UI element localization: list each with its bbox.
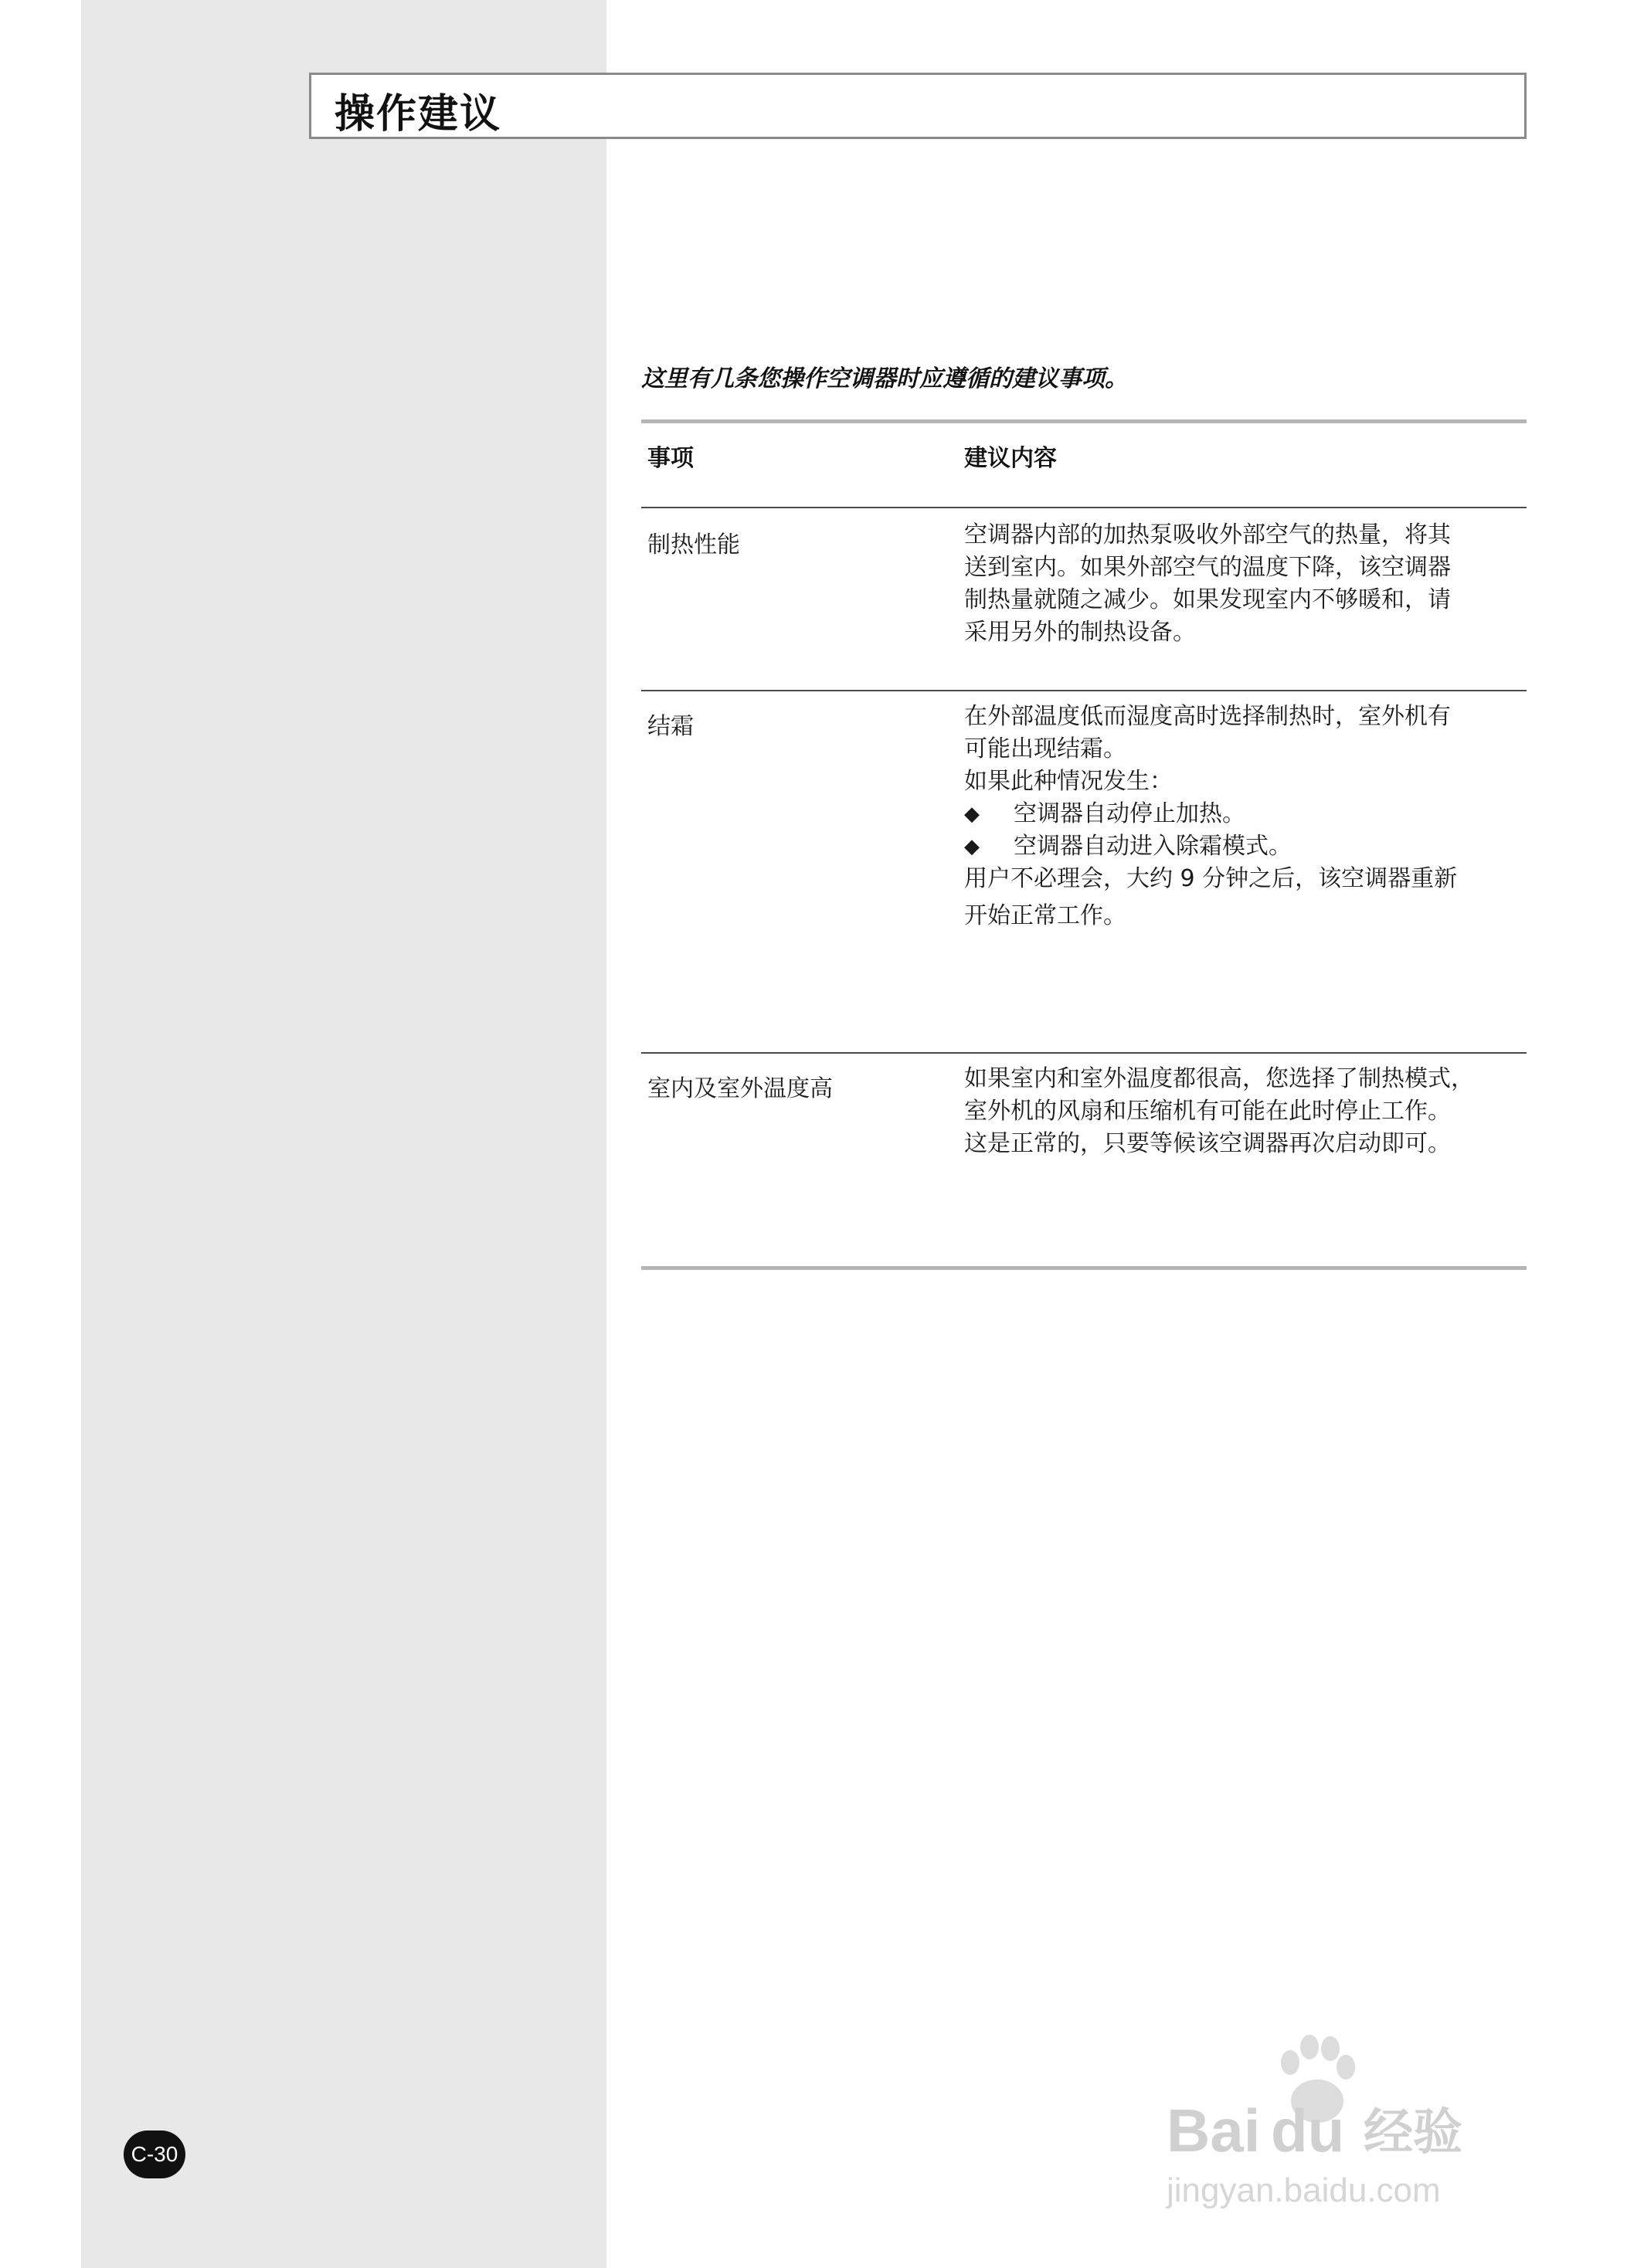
row-advice-heating [964, 519, 1528, 649]
advice-line: 室外机的风扇和压缩机有可能在此时停止工作。 [964, 1098, 1451, 1125]
table-bottom-rule [641, 1266, 1527, 1270]
svg-text:Bai: Bai [1167, 2097, 1261, 2164]
column-header-item: 事项 [647, 445, 694, 472]
column-header-advice: 建议内容 [964, 445, 1057, 472]
svg-text:经验: 经验 [1364, 2104, 1462, 2161]
svg-text:du: du [1271, 2097, 1345, 2164]
advice-line: 空调器内部的加热泵吸收外部空气的热量，将其 [964, 521, 1451, 548]
header-rule [641, 507, 1527, 508]
row-item-high-temp: 室内及室外温度高 [647, 1075, 833, 1102]
row-item-heating: 制热性能 [647, 531, 740, 559]
bullet-item [964, 798, 1528, 830]
advice-line: 制热量就随之减少。如果发现室内不够暖和，请 [964, 586, 1451, 613]
left-gray-margin [81, 0, 606, 2268]
bullet-item [964, 830, 1528, 863]
advice-line: 开始正常工作。 [964, 902, 1126, 929]
section-title-box [309, 73, 1527, 139]
row-advice-frost [964, 701, 1528, 932]
svg-text:jingyan.baidu.com: jingyan.baidu.com [1167, 2171, 1441, 2209]
advice-line: 采用另外的制热设备。 [964, 619, 1196, 646]
diamond-bullet-icon: ◆ [964, 835, 980, 858]
advice-line: 用户不必理会，大约 9 分钟之后，该空调器重新 [964, 865, 1458, 892]
diamond-bullet-icon: ◆ [964, 803, 980, 826]
table-top-rule [641, 419, 1527, 423]
advice-line: 如果室内和室外温度都很高，您选择了制热模式， [964, 1065, 1474, 1092]
bullet-text: 空调器自动进入除霜模式。 [1014, 833, 1292, 860]
page-title: 操作建议 [335, 91, 502, 138]
advice-line: 这是正常的，只要等候该空调器再次启动即可。 [964, 1130, 1451, 1157]
advice-line: 在外部温度低而湿度高时选择制热时，室外机有 [964, 703, 1451, 730]
row-divider [641, 690, 1527, 691]
row-divider [641, 1052, 1527, 1054]
row-item-frost: 结霜 [647, 713, 694, 740]
intro-text: 这里有几条您操作空调器时应遵循的建议事项。 [641, 365, 1128, 392]
row-advice-high-temp [964, 1063, 1528, 1160]
advice-line: 可能出现结霜。 [964, 735, 1126, 762]
baidu-watermark-logo [1151, 2016, 1537, 2217]
bullet-text: 空调器自动停止加热。 [1014, 800, 1245, 827]
advice-line: 送到室内。如果外部空气的温度下降，该空调器 [964, 554, 1451, 581]
advice-line: 如果此种情况发生： [964, 768, 1173, 795]
page-number-badge: C-30 [124, 2130, 185, 2178]
